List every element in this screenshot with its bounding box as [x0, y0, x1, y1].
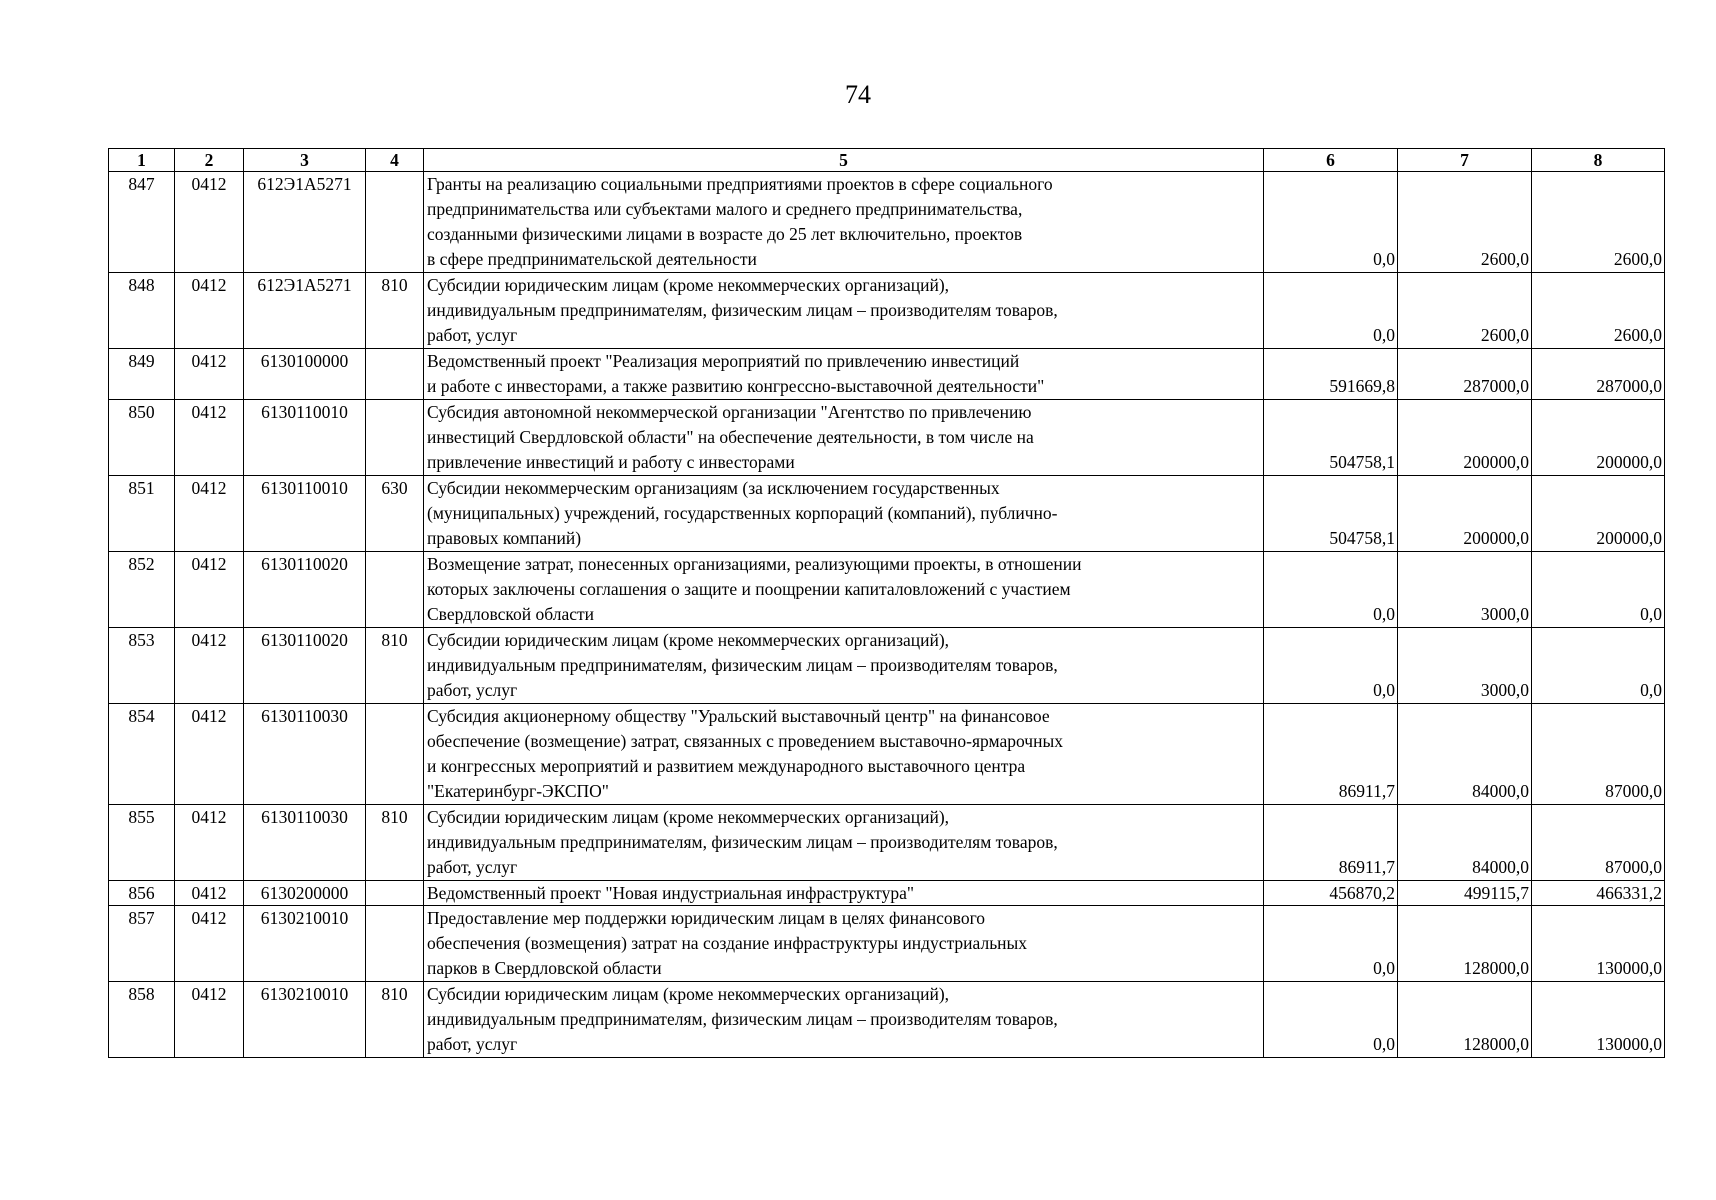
amount-col7-cell: 3000,0 [1398, 628, 1532, 704]
expense-type-cell [366, 704, 424, 805]
table-row [109, 906, 1665, 982]
expense-type-cell [366, 881, 424, 906]
row-number-cell: 848 [109, 273, 175, 349]
item-name-cell: Предоставление мер поддержки юридическим лицам в целях финансового обеспечения (возмещения) затрат на создание инфраструктуры индустриальных парков в Свердловской области [424, 906, 1264, 982]
amount-col6-cell: 504758,1 [1264, 400, 1398, 476]
section-code-cell: 0412 [175, 172, 244, 273]
expense-type-cell: 810 [366, 628, 424, 704]
section-code-cell: 0412 [175, 349, 244, 400]
item-name-cell: Субсидии юридическим лицам (кроме некоммерческих организаций), индивидуальным предпринимателям, физическим лицам – производителям товаров, работ, услуг [424, 805, 1264, 881]
amount-col6-cell: 0,0 [1264, 552, 1398, 628]
target-article-cell: 6130100000 [244, 349, 366, 400]
row-number-cell: 858 [109, 982, 175, 1058]
expense-type-cell [366, 552, 424, 628]
amount-col8-cell: 2600,0 [1532, 172, 1665, 273]
column-header: 7 [1398, 149, 1532, 172]
expense-type-cell: 810 [366, 982, 424, 1058]
column-header: 4 [366, 149, 424, 172]
target-article-cell: 6130110020 [244, 628, 366, 704]
section-code-cell: 0412 [175, 273, 244, 349]
target-article-cell: 6130210010 [244, 982, 366, 1058]
column-header: 8 [1532, 149, 1665, 172]
item-name-cell: Субсидия автономной некоммерческой организации "Агентство по привлечению инвестиций Свердловской области" на обеспечение деятельности, в том числе на привлечение инвестиций и работу с инвесторами [424, 400, 1264, 476]
table-row [109, 881, 1665, 906]
amount-col6-cell: 0,0 [1264, 982, 1398, 1058]
table-row [109, 476, 1665, 552]
amount-col8-cell: 200000,0 [1532, 400, 1665, 476]
amount-col7-cell: 84000,0 [1398, 805, 1532, 881]
amount-col7-cell: 200000,0 [1398, 476, 1532, 552]
target-article-cell: 612Э1A5271 [244, 172, 366, 273]
expense-type-cell: 630 [366, 476, 424, 552]
column-header: 5 [424, 149, 1264, 172]
target-article-cell: 6130110010 [244, 400, 366, 476]
amount-col8-cell: 0,0 [1532, 628, 1665, 704]
amount-col8-cell: 130000,0 [1532, 906, 1665, 982]
amount-col6-cell: 86911,7 [1264, 805, 1398, 881]
expense-type-cell [366, 906, 424, 982]
table-row [109, 349, 1665, 400]
amount-col6-cell: 456870,2 [1264, 881, 1398, 906]
row-number-cell: 847 [109, 172, 175, 273]
item-name-cell: Гранты на реализацию социальными предприятиями проектов в сфере социального предпринимательства или субъектами малого и среднего предпринимательства, созданными физическими лицами в возрасте до 25 лет включительно, проектов в сфере предпринимательской деятельности [424, 172, 1264, 273]
amount-col8-cell: 87000,0 [1532, 805, 1665, 881]
target-article-cell: 6130110030 [244, 805, 366, 881]
row-number-cell: 856 [109, 881, 175, 906]
target-article-cell: 6130110010 [244, 476, 366, 552]
row-number-cell: 852 [109, 552, 175, 628]
amount-col7-cell: 200000,0 [1398, 400, 1532, 476]
row-number-cell: 851 [109, 476, 175, 552]
section-code-cell: 0412 [175, 805, 244, 881]
expense-type-cell [366, 172, 424, 273]
amount-col7-cell: 499115,7 [1398, 881, 1532, 906]
target-article-cell: 6130110020 [244, 552, 366, 628]
amount-col6-cell: 0,0 [1264, 628, 1398, 704]
item-name-cell: Субсидия акционерному обществу "Уральский выставочный центр" на финансовое обеспечение (возмещение) затрат, связанных с проведением выставочно-ярмарочных и конгрессных мероприятий и развитием международного выставочного центра "Екатеринбург-ЭКСПО" [424, 704, 1264, 805]
amount-col6-cell: 86911,7 [1264, 704, 1398, 805]
item-name-cell: Субсидии юридическим лицам (кроме некоммерческих организаций), индивидуальным предпринимателям, физическим лицам – производителям товаров, работ, услуг [424, 628, 1264, 704]
amount-col7-cell: 2600,0 [1398, 172, 1532, 273]
section-code-cell: 0412 [175, 628, 244, 704]
row-number-cell: 850 [109, 400, 175, 476]
budget-table [108, 148, 1665, 1058]
amount-col8-cell: 2600,0 [1532, 273, 1665, 349]
expense-type-cell [366, 349, 424, 400]
amount-col6-cell: 504758,1 [1264, 476, 1398, 552]
table-header-row [109, 149, 1665, 172]
amount-col8-cell: 200000,0 [1532, 476, 1665, 552]
column-header: 2 [175, 149, 244, 172]
amount-col8-cell: 130000,0 [1532, 982, 1665, 1058]
item-name-cell: Субсидии некоммерческим организациям (за исключением государственных (муниципальных) учреждений, государственных корпораций (компаний), публично- правовых компаний) [424, 476, 1264, 552]
section-code-cell: 0412 [175, 906, 244, 982]
table-row [109, 704, 1665, 805]
amount-col7-cell: 287000,0 [1398, 349, 1532, 400]
item-name-cell: Ведомственный проект "Новая индустриальная инфраструктура" [424, 881, 1264, 906]
row-number-cell: 853 [109, 628, 175, 704]
table-row [109, 172, 1665, 273]
row-number-cell: 855 [109, 805, 175, 881]
table-row [109, 805, 1665, 881]
target-article-cell: 6130210010 [244, 906, 366, 982]
amount-col6-cell: 0,0 [1264, 906, 1398, 982]
row-number-cell: 854 [109, 704, 175, 805]
amount-col7-cell: 3000,0 [1398, 552, 1532, 628]
column-header: 3 [244, 149, 366, 172]
amount-col6-cell: 0,0 [1264, 172, 1398, 273]
section-code-cell: 0412 [175, 552, 244, 628]
item-name-cell: Субсидии юридическим лицам (кроме некоммерческих организаций), индивидуальным предпринимателям, физическим лицам – производителям товаров, работ, услуг [424, 982, 1264, 1058]
table-row [109, 273, 1665, 349]
expense-type-cell: 810 [366, 805, 424, 881]
table-row [109, 552, 1665, 628]
expense-type-cell [366, 400, 424, 476]
table-body [109, 172, 1665, 1058]
table-row [109, 400, 1665, 476]
amount-col8-cell: 287000,0 [1532, 349, 1665, 400]
amount-col7-cell: 84000,0 [1398, 704, 1532, 805]
amount-col8-cell: 0,0 [1532, 552, 1665, 628]
row-number-cell: 857 [109, 906, 175, 982]
item-name-cell: Ведомственный проект "Реализация мероприятий по привлечению инвестиций и работе с инвесторами, а также развитию конгрессно-выставочной деятельности" [424, 349, 1264, 400]
amount-col8-cell: 466331,2 [1532, 881, 1665, 906]
amount-col8-cell: 87000,0 [1532, 704, 1665, 805]
section-code-cell: 0412 [175, 476, 244, 552]
table-row [109, 982, 1665, 1058]
amount-col6-cell: 591669,8 [1264, 349, 1398, 400]
section-code-cell: 0412 [175, 400, 244, 476]
expense-type-cell: 810 [366, 273, 424, 349]
row-number-cell: 849 [109, 349, 175, 400]
table-row [109, 628, 1665, 704]
item-name-cell: Субсидии юридическим лицам (кроме некоммерческих организаций), индивидуальным предпринимателям, физическим лицам – производителям товаров, работ, услуг [424, 273, 1264, 349]
target-article-cell: 612Э1A5271 [244, 273, 366, 349]
amount-col7-cell: 128000,0 [1398, 906, 1532, 982]
amount-col6-cell: 0,0 [1264, 273, 1398, 349]
target-article-cell: 6130110030 [244, 704, 366, 805]
amount-col7-cell: 2600,0 [1398, 273, 1532, 349]
page-number: 74 [845, 80, 871, 109]
target-article-cell: 6130200000 [244, 881, 366, 906]
section-code-cell: 0412 [175, 982, 244, 1058]
amount-col7-cell: 128000,0 [1398, 982, 1532, 1058]
column-header: 1 [109, 149, 175, 172]
section-code-cell: 0412 [175, 881, 244, 906]
section-code-cell: 0412 [175, 704, 244, 805]
item-name-cell: Возмещение затрат, понесенных организациями, реализующими проекты, в отношении которых заключены соглашения о защите и поощрении капиталовложений с участием Свердловской области [424, 552, 1264, 628]
column-header: 6 [1264, 149, 1398, 172]
